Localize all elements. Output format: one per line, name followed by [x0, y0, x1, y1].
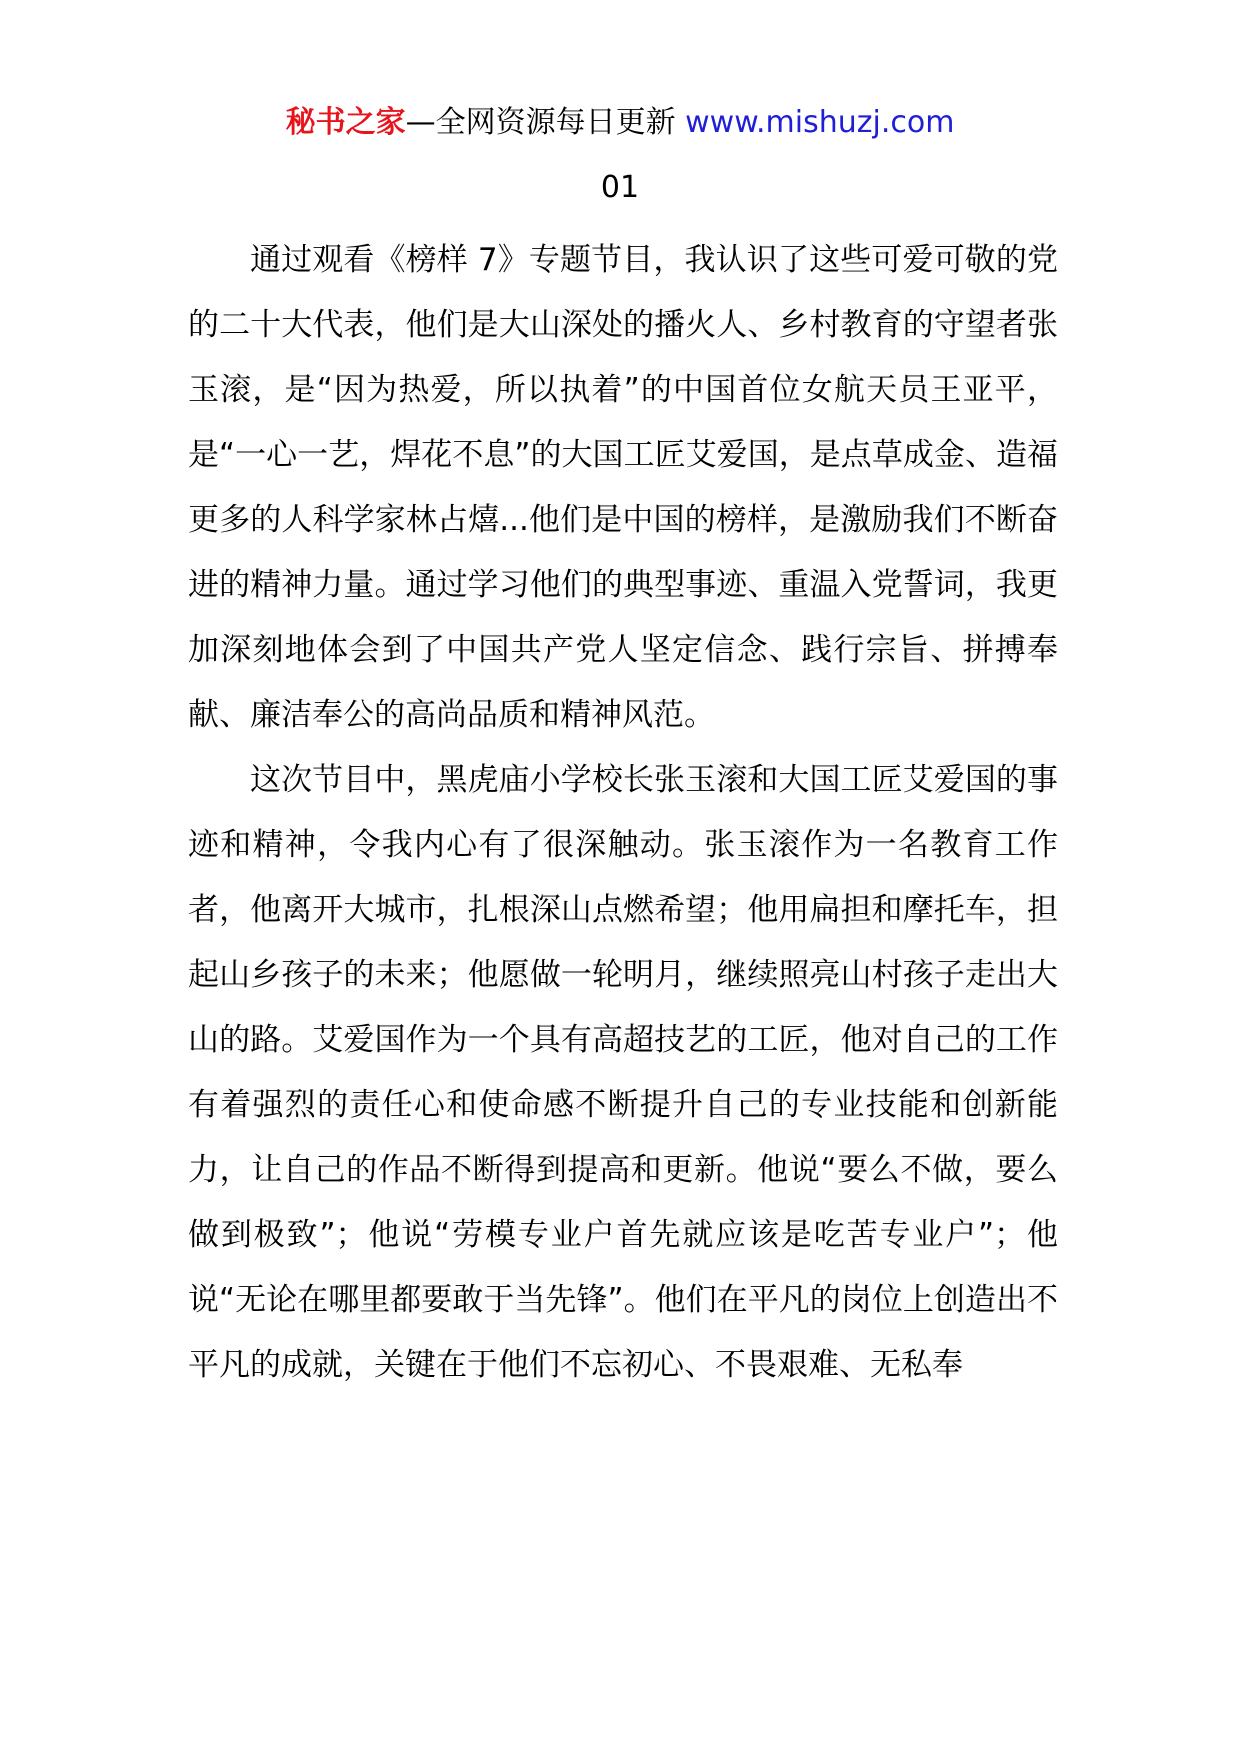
header-tagline: —全网资源每日更新 — [405, 105, 676, 140]
page-header — [0, 103, 1240, 143]
site-url-link[interactable]: www.mishuzj.com — [685, 105, 955, 140]
section-number: 01 — [600, 170, 640, 205]
paragraph-2: 这次节目中，黑虎庙小学校长张玉滚和大国工匠艾爱国的事迹和精神，令我内心有了很深触动。张玉滚作为一名教育工作者，他离开大城市，扎根深山点燃希望；他用扁担和摩托车，担起山乡孩子的未来；他愿做一轮明月，继续照亮山村孩子走出大山的路。艾爱国作为一个具有高超技艺的工匠，他对自己的工作有着强烈的责任心和使命感不断提升自己的专业技能和创新能力，让自己的作品不断得到提高和更新。他说“要么不做，要么做到极致”；他说“劳模专业户首先就应该是吃苦专业户”；他说“无论在哪里都要敢于当先锋”。他们在平凡的岗位上创造出不平凡的成就，关键在于他们不忘初心、不畏艰难、无私奉 — [188, 762, 1058, 1383]
paragraph-1: 通过观看《榜样 7》专题节目，我认识了这些可爱可敬的党的二十大代表，他们是大山深处的播火人、乡村教育的守望者张玉滚，是“因为热爱，所以执着”的中国首位女航天员王亚平，是“一心一艺，焊花不息”的大国工匠艾爱国，是点草成金、造福更多的人科学家林占熺...他们是中国的榜样，是激励我们不断奋进的精神力量。通过学习他们的典型事迹、重温入党誓词，我更加深刻地体会到了中国共产党人坚定信念、践行宗旨、拼搏奉献、廉洁奉公的高尚品质和精神风范。 — [188, 242, 1058, 733]
brand-name: 秘书之家 — [285, 105, 406, 140]
article-body — [188, 228, 1058, 1398]
